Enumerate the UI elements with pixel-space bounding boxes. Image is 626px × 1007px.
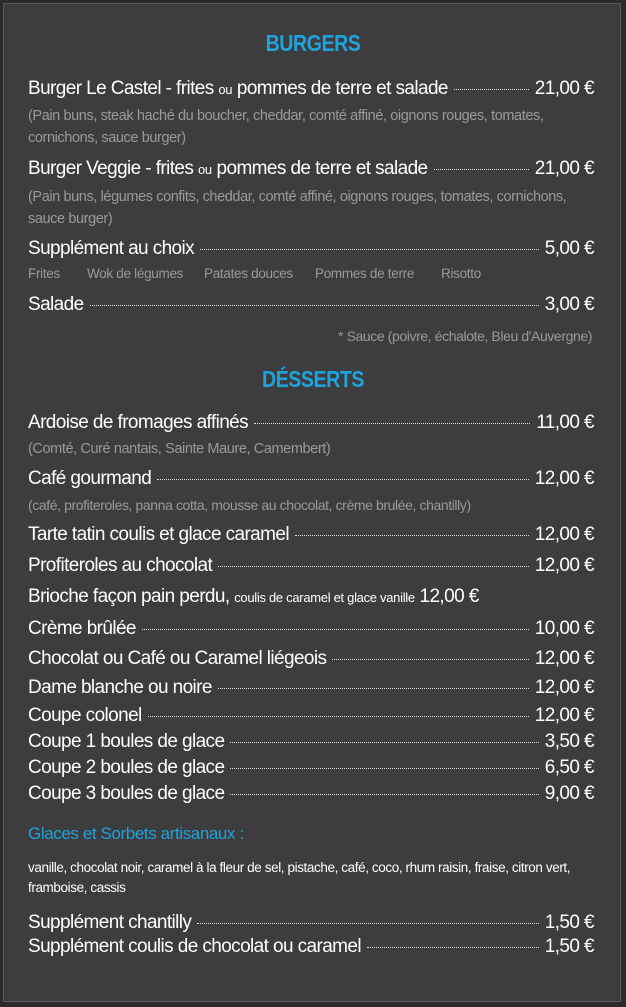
dot-leader [454,89,529,90]
menu-item-supplement-coulis: Supplément coulis de chocolat ou caramel 1,50 € [28,936,594,957]
menu-item-supplement-chantilly: Supplément chantilly 1,50 € [28,912,594,933]
item-price: 21,00 € [534,78,594,99]
dot-leader [142,629,529,630]
desserts-title: DÉSSERTS [262,366,364,392]
dot-leader [332,659,528,660]
menu-card: BURGERS Burger Le Castel - frites ou pommes de terre et salade 21,00 € (Pain buns, steak haché du boucher, cheddar, comté affiné, oignons rouges, tomates, cornichons, sauce burger) Burger Veggie - frites ou pommes de terre et salade 21,00 € (Pain buns, légumes confits, cheddar, comté affiné, oignons rouges, tomates, cornichons, sauce burger) Supplément au choix 5,00 € Frites Wok de légumes Patates douces Pommes de terre Risotto Salade 3,00 € * Sauce (poivre, échalote, Bleu d'Auvergne) DÉSSERTS Ardoise de fromages affinés 11,00 € (Comté, Curé nantais, Sainte Maure, Camembert) Café gourmand 12,00 € (café, profiteroles, panna cotta, mousse au chocolat, crème brulée, chantilly) Tarte tatin coulis et glace caramel 12,00 € Profiteroles au chocolat 12,00 € Brioche façon pain perdu, coulis de caramel et glace vanille 12,00 € Crème brûlée 10,00 € Chocolat ou Café ou Caramel liégeois 12,00 € Dame blanche ou noire 12,00 € Coupe colonel 12,00 € Coupe 1 boules de glace 3,50 € Coupe 2 boules de glace 6,50 € Coupe 3 boules de glace 9,00 € Glaces et Sorbets artisanaux : vanille, chocolat noir, caramel à la fleur de sel, pistache, café, coco, rhum raisin, fraise, citron vert, framboise, cassis Supplément chantilly 1,50 € Supplément coulis de chocolat ou caramel 1,50 € [3,3,621,1002]
menu-item-salade: Salade 3,00 € [28,294,594,315]
dot-leader [254,423,530,424]
dot-leader [200,249,539,250]
dot-leader [218,566,529,567]
dot-leader [230,794,538,795]
menu-item-dame-blanche: Dame blanche ou noire 12,00 € [28,677,594,698]
dot-leader [218,688,529,689]
dot-leader [157,479,529,480]
dot-leader [90,305,539,306]
dot-leader [434,169,529,170]
dot-leader [197,923,538,924]
menu-item-brioche: Brioche façon pain perdu, coulis de caramel et glace vanille 12,00 € [28,586,479,607]
item-description: (Pain buns, steak haché du boucher, cheddar, comté affiné, oignons rouges, tomates, cornichons, sauce burger) [28,108,544,146]
menu-item-supplement: Supplément au choix 5,00 € [28,238,594,259]
item-description: (Pain buns, légumes confits, cheddar, comté affiné, oignons rouges, tomates, cornichons, sauce burger) [28,189,567,227]
menu-item-burger-castel: Burger Le Castel - frites ou pommes de terre et salade 21,00 € [28,78,594,99]
burgers-title: BURGERS [265,30,361,56]
sauce-note: * Sauce (poivre, échalote, Bleu d'Auvergne) [338,328,592,344]
dot-leader [230,768,538,769]
dot-leader [295,535,529,536]
menu-item-coupe-2: Coupe 2 boules de glace 6,50 € [28,757,594,778]
menu-item-cafe-gourmand: Café gourmand 12,00 € [28,468,594,489]
menu-item-coupe-1: Coupe 1 boules de glace 3,50 € [28,731,594,752]
menu-item-coupe-colonel: Coupe colonel 12,00 € [28,705,594,726]
menu-item-ardoise: Ardoise de fromages affinés 11,00 € [28,412,594,433]
dot-leader [367,947,539,948]
menu-item-profiteroles: Profiteroles au chocolat 12,00 € [28,555,594,576]
dot-leader [148,716,529,717]
glaces-flavours: vanille, chocolat noir, caramel à la fleur de sel, pistache, café, coco, rhum raisin, fraise, citron vert, framboise, cassis [28,860,571,895]
menu-item-tarte-tatin: Tarte tatin coulis et glace caramel 12,00 € [28,524,594,545]
menu-item-liegeois: Chocolat ou Café ou Caramel liégeois 12,00 € [28,648,594,669]
dot-leader [230,742,538,743]
item-description: (café, profiteroles, panna cotta, mousse au chocolat, crème brulée, chantilly) [28,497,471,513]
menu-item-coupe-3: Coupe 3 boules de glace 9,00 € [28,783,594,804]
glaces-title: Glaces et Sorbets artisanaux : [28,824,244,843]
menu-item-burger-veggie: Burger Veggie - frites ou pommes de terre et salade 21,00 € [28,158,594,179]
item-description: (Comté, Curé nantais, Sainte Maure, Camembert) [28,441,331,457]
item-price: 21,00 € [534,158,594,179]
menu-item-creme-brulee: Crème brûlée 10,00 € [28,618,594,639]
